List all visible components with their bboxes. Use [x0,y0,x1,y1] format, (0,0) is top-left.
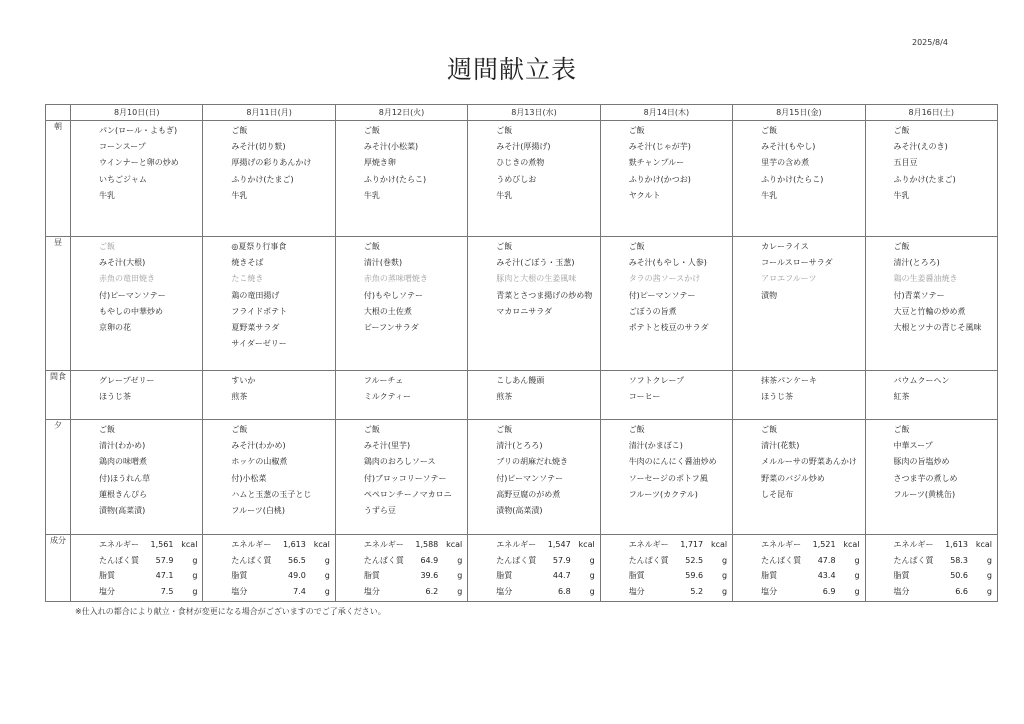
nutrition-cell [468,535,600,602]
nutrient-value: 59.6 [685,571,704,580]
menu-item: ソフトクレープ [628,376,685,385]
menu-item: ウインナーと卵の炒め [99,158,179,168]
nutrient-name: エネルギー [893,540,934,549]
day-header-row [46,105,998,121]
menu-item: 豚肉の旨塩炒め [893,457,950,467]
nutrient-unit: g [986,555,992,565]
meal-label-nutrition: 成分 [46,535,71,602]
menu-item: みそ汁(里芋) [363,441,411,451]
nutrition-line [894,553,992,569]
nutrient-value: 64.9 [420,555,439,565]
corner-cell [46,105,71,121]
menu-item: 牛乳 [893,190,910,200]
nutrition-line [99,568,197,584]
nutrient-name: たんぱく質 [893,555,934,565]
nutrient-unit: g [324,555,330,565]
menu-item: ソーセージのポトフ風 [628,473,708,483]
menu-item: サイダーゼリー [231,339,287,349]
menu-item: みそ汁(もやし) [761,142,816,152]
menu-item: ポテトと枝豆のサラダ [628,322,709,332]
menu-item: タラの茜ソースかけ [628,274,701,284]
nutrient-unit: kcal [843,540,860,549]
menu-item: 青菜とさつま揚げの炒め物 [496,290,593,300]
menu-item: さつま芋の煮しめ [893,473,958,483]
menu-item: ふりかけ(かつお) [628,174,691,184]
nutrient-name: 塩分 [761,586,778,596]
hiru-cell [71,237,203,371]
menu-item: みそ汁(厚揚げ) [496,142,551,152]
nutrient-name: 塩分 [893,586,910,596]
menu-item: ご飯 [628,126,645,135]
menu-item: ご飯 [628,242,645,251]
hiru-cell [203,237,335,371]
nutrition-line [761,553,859,569]
menu-item: メルルーサの野菜あんかけ [761,457,857,467]
asa-cell [865,121,997,237]
nutrient-name: エネルギー [363,540,404,549]
menu-item: 鶏の竜田揚げ [231,290,280,300]
menu-item: 京卵の花 [99,322,131,332]
menu-item: 牛乳 [496,190,513,200]
nutrition-line [231,553,329,569]
footnote: ※仕入れの都合により献立・食材が変更になる場合がございますのでご了承ください。 [75,607,386,616]
day-header: 8月16日(土) [865,105,997,121]
menu-item: ハムと玉葱の玉子とじ [231,489,312,499]
menu-item: ご飯 [363,242,380,251]
menu-item: フルーチェ [363,376,404,385]
nutrient-value: 6.8 [557,586,571,596]
menu-item: 鶏肉の味噌煮 [99,457,147,467]
nutrition-cell [600,535,732,602]
menu-item: 里芋の含め煮 [761,158,810,168]
nutrient-name: 脂質 [99,571,115,580]
day-header: 8月12日(火) [335,105,467,121]
menu-item: みそ汁(もやし・人参) [628,258,707,268]
menu-item: コールスローサラダ [761,258,833,268]
yu-cell [865,420,997,535]
nutrient-name: 脂質 [496,571,513,580]
nutrition-line [231,537,329,553]
dinner-row [46,420,998,535]
nutrition-line [629,537,727,553]
nutrient-unit: g [192,586,198,596]
nutrition-line [894,584,992,600]
menu-item: 付)ピーマンソテー [99,290,166,300]
menu-item: 付)ピーマンソテー [628,290,696,300]
menu-item: 清汁(巻麩) [363,258,403,268]
nutrient-value: 6.6 [955,586,968,596]
menu-item: 付)青菜ソテー [893,290,945,300]
menu-item: ふりかけ(たまご) [231,174,294,184]
menu-item: みそ汁(ごぼう・玉葱) [496,258,575,268]
nutrient-unit: g [589,555,595,565]
nutrition-line [496,568,594,584]
menu-item: バウムクーヘン [893,376,950,385]
nutrient-value: 49.0 [288,571,306,580]
nutrient-unit: kcal [181,540,198,549]
menu-item: うめびしお [496,174,537,184]
menu-item: 清汁(とろろ) [893,258,940,268]
menu-item: すいか [231,376,256,385]
nutrition-line [629,553,727,569]
kanshoku-cell [335,371,467,420]
menu-item: ひじきの煮物 [496,158,545,168]
nutrient-value: 39.6 [420,571,439,580]
menu-item: 焼きそば [231,258,264,268]
nutrient-value: 1,613 [945,540,968,549]
menu-item: みそ汁(切り麩) [231,142,286,152]
day-header: 8月15日(金) [733,105,865,121]
nutrition-line [364,568,462,584]
nutrient-unit: kcal [710,540,728,549]
nutrient-unit: g [192,555,198,565]
nutrition-line [364,553,462,569]
yu-cell [733,420,865,535]
nutrition-line [231,568,329,584]
nutrition-line [364,584,462,600]
nutrient-value: 57.9 [552,555,571,565]
menu-item: 付)ほうれん草 [99,473,151,483]
menu-item: 大根の土佐煮 [363,306,412,316]
menu-item: 漬物 [761,290,778,300]
menu-item: ペペロンチーノマカロニ [363,489,452,499]
yu-cell [71,420,203,535]
menu-item: みそ汁(大根) [99,258,146,268]
kanshoku-cell [71,371,203,420]
menu-item: 豚肉と大根の生姜風味 [496,274,577,284]
nutrient-name: 脂質 [893,571,910,580]
menu-item: 大根とツナの青じそ風味 [893,322,982,332]
asa-cell [733,121,865,237]
menu-item: 付)ブロッコリーソテー [363,473,447,483]
menu-item: ほうじ茶 [99,392,131,402]
menu-item: みそ汁(小松菜) [363,142,419,152]
menu-item: 高野豆腐のがめ煮 [496,489,561,499]
nutrient-value: 1,547 [547,540,571,549]
menu-item: ご飯 [496,126,513,135]
nutrient-unit: g [457,555,463,565]
nutrient-value: 7.4 [293,586,306,596]
nutrient-value: 47.1 [155,571,174,580]
nutrient-unit: g [192,571,198,580]
nutrient-name: たんぱく質 [628,555,669,565]
nutrition-line [629,568,727,584]
nutrient-name: 塩分 [628,586,645,596]
menu-item: ご飯 [99,242,115,251]
nutrition-line [761,584,859,600]
menu-item: ご飯 [363,425,380,434]
menu-item: マカロニサラダ [496,306,553,316]
issue-date: 2025/8/4 [912,38,948,47]
day-header: 8月10日(日) [71,105,203,121]
nutrition-cell [203,535,335,602]
yu-cell [203,420,335,535]
nutrient-value: 6.9 [822,586,836,596]
nutrition-line [496,537,594,553]
menu-item: ご飯 [496,425,513,434]
menu-item: ホッケの山椒煮 [231,457,288,467]
weekly-menu-table [45,104,998,602]
snack-row [46,371,998,420]
nutrition-line [496,584,594,600]
menu-item: パン(ロール・よもぎ) [99,126,178,135]
menu-item: 牛乳 [231,190,248,200]
kanshoku-cell [203,371,335,420]
nutrient-unit: g [722,571,728,580]
nutrient-unit: kcal [313,540,330,549]
menu-item: 漬物(高菜漬) [496,505,543,515]
day-header: 8月11日(月) [203,105,335,121]
asa-cell [335,121,467,237]
menu-item: 鶏の生姜醤油焼き [893,274,958,284]
yu-cell [335,420,467,535]
hiru-cell [865,237,997,371]
nutrient-unit: g [457,571,463,580]
menu-item: 蓮根きんぴら [99,489,147,499]
nutrition-line [496,553,594,569]
menu-item: 漬物(高菜漬) [99,505,146,515]
nutrient-unit: g [986,586,992,596]
asa-cell [71,121,203,237]
nutrient-unit: g [589,586,595,596]
menu-item: 牛肉のにんにく醤油炒め [628,457,717,467]
menu-item: フライドポテト [231,306,288,316]
menu-item: 清汁(とろろ) [496,441,543,451]
nutrient-name: 脂質 [231,571,248,580]
nutrient-value: 43.4 [817,571,836,580]
menu-item: みそ汁(わかめ) [231,441,286,451]
hiru-cell [600,237,732,371]
menu-item: しそ昆布 [761,489,794,499]
nutrient-value: 57.9 [155,555,174,565]
nutrient-name: たんぱく質 [99,555,139,565]
nutrient-name: 塩分 [363,586,380,596]
nutrient-unit: g [854,586,860,596]
menu-item: コーヒー [628,392,661,402]
menu-item: ミルクティー [363,392,412,402]
menu-item: カレーライス [761,242,809,251]
hiru-cell [468,237,600,371]
nutrition-line [364,537,462,553]
menu-item: ご飯 [231,126,248,135]
asa-cell [600,121,732,237]
menu-item: フルーツ(カクテル) [628,489,698,499]
nutrient-unit: g [854,571,860,580]
nutrient-value: 7.5 [160,586,174,596]
meal-label-lunch: 昼 [46,237,71,371]
menu-item: アロエフルーツ [761,274,817,284]
nutrient-name: 塩分 [496,586,513,596]
menu-item: ご飯 [893,126,910,135]
menu-item: ごぼうの旨煮 [628,306,677,316]
page-title: 週間献立表 [446,55,577,84]
nutrient-value: 56.5 [288,555,306,565]
menu-item: 付)ピーマンソテー [496,473,564,483]
menu-item: 厚揚げの彩りあんかけ [231,158,312,168]
nutrient-name: 塩分 [231,586,248,596]
asa-cell [468,121,600,237]
menu-item: ご飯 [231,425,248,434]
nutrient-unit: g [722,555,728,565]
menu-item: こしあん饅頭 [496,376,545,385]
nutrient-value: 5.2 [690,586,704,596]
nutrition-line [99,537,197,553]
menu-item: ふりかけ(たまご) [893,174,956,184]
menu-item: 牛乳 [761,190,778,200]
menu-item: 中華スープ [893,441,933,451]
nutrient-name: エネルギー [628,540,669,549]
menu-item: たこ焼き [231,274,264,284]
kanshoku-cell [468,371,600,420]
nutrient-unit: g [589,571,595,580]
menu-item: 厚焼き卵 [363,158,396,168]
kanshoku-cell [733,371,865,420]
menu-item: 赤魚の竜田焼き [99,274,155,284]
menu-item: 牛乳 [99,190,115,200]
menu-item: いちごジャム [99,174,147,184]
yu-cell [600,420,732,535]
yu-cell [468,420,600,535]
menu-item: グレープゼリー [99,376,155,385]
nutrient-value: 1,613 [282,540,306,549]
menu-item: ご飯 [496,242,513,251]
menu-item: 五目豆 [893,158,918,168]
nutrition-line [99,584,197,600]
nutrition-cell [733,535,865,602]
menu-item: ほうじ茶 [761,392,794,402]
nutrient-name: 脂質 [761,571,778,580]
menu-item: 煎茶 [496,392,513,402]
nutrition-line [231,584,329,600]
nutrition-line [894,568,992,584]
hiru-cell [335,237,467,371]
nutrient-unit: g [722,586,728,596]
menu-item: ビーフンサラダ [363,322,419,332]
menu-item: 大豆と竹輪の炒め煮 [893,306,966,316]
menu-item: ふりかけ(たらこ) [761,174,824,184]
meal-label-breakfast: 朝 [46,121,71,237]
nutrient-value: 1,717 [680,540,704,549]
nutrient-name: エネルギー [496,540,537,549]
nutrient-unit: g [854,555,860,565]
menu-item: 煎茶 [231,392,248,402]
kanshoku-cell [600,371,732,420]
nutrient-value: 44.7 [552,571,571,580]
nutrient-unit: g [324,586,330,596]
nutrition-cell [865,535,997,602]
nutrient-unit: kcal [975,540,992,549]
nutrient-unit: kcal [446,540,463,549]
day-header: 8月14日(木) [600,105,732,121]
meal-label-snack: 間食 [46,371,71,420]
nutrition-cell [71,535,203,602]
nutrient-unit: g [986,571,992,580]
menu-item: 清汁(かまぼこ) [628,441,683,451]
nutrient-unit: g [457,586,463,596]
menu-item: 鶏肉のおろしソース [363,457,436,467]
menu-item: コーンスープ [99,142,146,152]
nutrient-name: たんぱく質 [496,555,537,565]
nutrient-name: たんぱく質 [761,555,802,565]
nutrient-unit: g [324,571,330,580]
menu-item: ご飯 [893,425,910,434]
menu-item: ご飯 [761,425,778,434]
menu-item: 夏野菜サラダ [231,322,280,332]
nutrient-value: 58.3 [950,555,968,565]
nutrition-line [894,537,992,553]
menu-item: 付)小松菜 [231,473,267,483]
menu-item: ご飯 [99,425,115,434]
menu-item: 清汁(花麩) [761,441,800,451]
nutrient-value: 1,588 [415,540,439,549]
nutrient-value: 47.8 [817,555,836,565]
menu-item: 野菜のバジル炒め [761,473,825,483]
asa-cell [203,121,335,237]
menu-item: 麩チャンプルー [628,158,685,168]
nutrition-row [46,535,998,602]
menu-item: ご飯 [363,126,380,135]
menu-item: ふりかけ(たらこ) [363,174,427,184]
menu-item: フルーツ(白桃) [231,505,286,515]
menu-item: みそ汁(じゃが芋) [628,142,691,152]
nutrient-value: 1,521 [812,540,836,549]
nutrition-line [761,568,859,584]
menu-item: ◎夏祭り行事食 [231,242,287,251]
menu-item: ご飯 [893,242,910,251]
nutrient-name: たんぱく質 [363,555,404,565]
menu-item: うずら豆 [363,505,396,515]
menu-item: ブリの胡麻だれ焼き [496,457,568,467]
menu-item: 紅茶 [893,392,910,402]
menu-item: 清汁(わかめ) [99,441,146,451]
menu-item: みそ汁(えのき) [893,142,948,152]
nutrition-cell [335,535,467,602]
menu-item: もやしの中華炒め [99,306,163,316]
meal-label-dinner: 夕 [46,420,71,535]
nutrient-name: 塩分 [99,586,115,596]
nutrient-value: 52.5 [685,555,704,565]
nutrient-value: 50.6 [950,571,968,580]
menu-item: 抹茶パンケーキ [761,376,817,385]
nutrient-name: 脂質 [628,571,645,580]
nutrient-name: たんぱく質 [231,555,272,565]
menu-item: ご飯 [628,425,645,434]
menu-item: 牛乳 [363,190,380,200]
nutrient-name: エネルギー [231,540,272,549]
menu-item: 赤魚の蒸味噌焼き [363,274,428,284]
breakfast-row [46,121,998,237]
nutrition-line [761,537,859,553]
day-header: 8月13日(水) [468,105,600,121]
nutrient-value: 1,561 [150,540,174,549]
menu-item: ご飯 [761,126,778,135]
nutrient-value: 6.2 [425,586,439,596]
nutrient-name: 脂質 [363,571,380,580]
menu-item: フルーツ(黄桃缶) [893,489,956,499]
nutrient-name: エネルギー [99,540,139,549]
nutrient-name: エネルギー [761,540,802,549]
nutrient-unit: kcal [578,540,595,549]
nutrition-line [629,584,727,600]
menu-item: ヤクルト [628,190,661,200]
hiru-cell [733,237,865,371]
kanshoku-cell [865,371,997,420]
nutrition-line [99,553,197,569]
lunch-row [46,237,998,371]
menu-item: 付)もやしソテー [363,290,423,300]
